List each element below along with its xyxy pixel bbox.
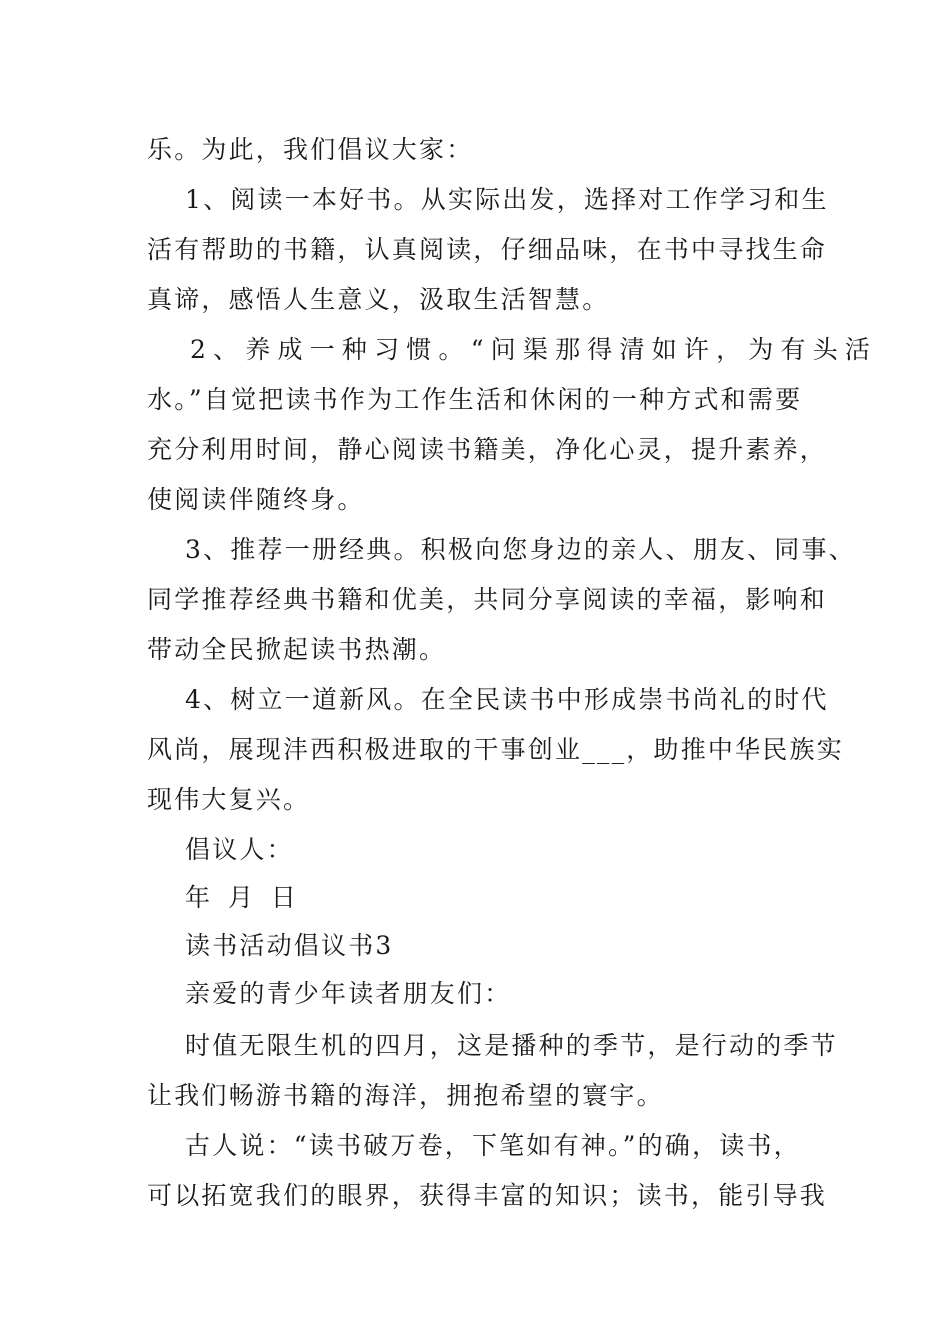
text-line: 可以拓宽我们的眼界，获得丰富的知识；读书，能引导我 bbox=[147, 1181, 828, 1210]
text-line: 乐。为此，我们倡议大家： bbox=[147, 135, 474, 164]
text-line: 让我们畅游书籍的海洋，拥抱希望的寰宇。 bbox=[147, 1081, 664, 1110]
text-line: 风尚，展现沣西积极进取的干事创业___，助推中华民族实 bbox=[147, 735, 844, 764]
section-heading: 读书活动倡议书3 bbox=[185, 931, 394, 960]
text-line: 现伟大复兴。 bbox=[147, 785, 311, 814]
date-line: 年 月 日 bbox=[185, 883, 301, 912]
text-line: 真谛，感悟人生意义，汲取生活智慧。 bbox=[147, 285, 610, 314]
text-line: 活有帮助的书籍，认真阅读，仔细品味，在书中寻找生命 bbox=[147, 235, 828, 264]
text-line: 充分利用时间，静心阅读书籍美，净化心灵，提升素养， bbox=[147, 435, 828, 464]
text-line: 4、树立一道新风。在全民读书中形成崇书尚礼的时代 bbox=[185, 685, 829, 714]
text-line: 古人说：“读书破万卷，下笔如有神。”的确，读书， bbox=[185, 1131, 801, 1160]
text-line: 倡议人： bbox=[185, 835, 294, 864]
text-line: 时值无限生机的四月，这是播种的季节，是行动的季节 bbox=[185, 1031, 838, 1060]
text-line: 亲爱的青少年读者朋友们： bbox=[185, 979, 512, 1008]
text-line: 水。”自觉把读书作为工作生活和休闲的一种方式和需要 bbox=[147, 385, 803, 414]
text-line: 2、养成一种习惯。“问渠那得清如许，为有头活 bbox=[190, 335, 878, 364]
text-line: 使阅读伴随终身。 bbox=[147, 485, 365, 514]
text-line: 同学推荐经典书籍和优美，共同分享阅读的幸福，影响和 bbox=[147, 585, 828, 614]
text-line: 带动全民掀起读书热潮。 bbox=[147, 635, 447, 664]
text-line: 1、阅读一本好书。从实际出发，选择对工作学习和生 bbox=[185, 185, 829, 214]
text-line: 3、推荐一册经典。积极向您身边的亲人、朋友、同事、 bbox=[185, 535, 856, 564]
